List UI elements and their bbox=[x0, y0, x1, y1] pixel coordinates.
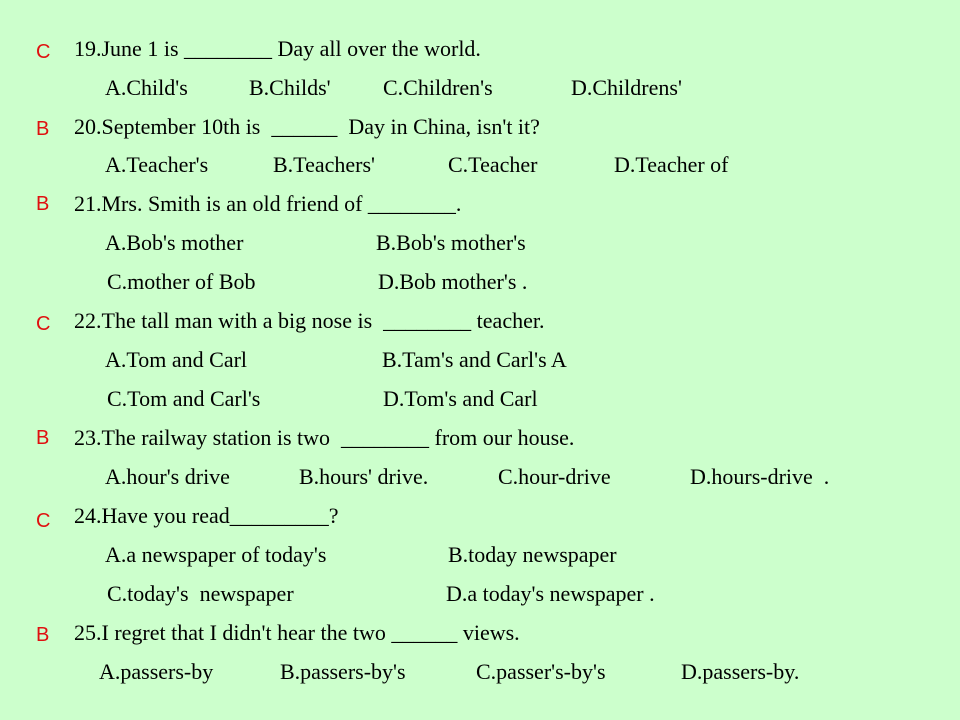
option-c: C.passer's-by's bbox=[476, 659, 606, 684]
option-d: D.hours-drive . bbox=[690, 464, 830, 489]
option-a: A.a newspaper of today's bbox=[105, 542, 327, 567]
option-b: B.Childs' bbox=[249, 75, 331, 100]
option-a: A.Teacher's bbox=[105, 152, 209, 177]
option-d: D.Teacher of bbox=[614, 152, 729, 177]
answer-mark: C bbox=[36, 510, 51, 532]
answer-mark: B bbox=[36, 118, 50, 140]
option-c: C.Tom and Carl's bbox=[107, 386, 261, 411]
option-c: C.today's newspaper bbox=[107, 581, 294, 606]
answer-mark: C bbox=[36, 313, 51, 335]
answer-mark: C bbox=[36, 41, 51, 63]
option-d: D.Bob mother's . bbox=[378, 269, 528, 294]
option-a: A.Child's bbox=[105, 75, 188, 100]
option-d: D.a today's newspaper . bbox=[446, 581, 655, 606]
option-b: B.Tam's and Carl's A bbox=[382, 347, 567, 372]
option-c: C.hour-drive bbox=[498, 464, 611, 489]
option-c: C.Children's bbox=[383, 75, 493, 100]
question-stem: 19.June 1 is ________ Day all over the world. bbox=[74, 36, 481, 61]
option-b: B.hours' drive. bbox=[299, 464, 429, 489]
option-a: A.passers-by bbox=[99, 659, 214, 684]
question-stem: 20.September 10th is ______ Day in China, isn't it? bbox=[74, 114, 540, 139]
answer-mark: B bbox=[36, 193, 50, 215]
question-stem: 25.I regret that I didn't hear the two ______ views. bbox=[74, 620, 520, 645]
option-b: B.Bob's mother's bbox=[376, 230, 526, 255]
option-b: B.today newspaper bbox=[448, 542, 617, 567]
option-d: D.Tom's and Carl bbox=[383, 386, 538, 411]
option-d: D.passers-by. bbox=[681, 659, 800, 684]
answer-mark: B bbox=[36, 427, 50, 449]
question-stem: 21.Mrs. Smith is an old friend of ________. bbox=[74, 191, 462, 216]
option-b: B.Teachers' bbox=[273, 152, 375, 177]
answer-mark: B bbox=[36, 624, 50, 646]
option-b: B.passers-by's bbox=[280, 659, 406, 684]
option-a: A.hour's drive bbox=[105, 464, 230, 489]
option-a: A.Bob's mother bbox=[105, 230, 244, 255]
option-c: C.mother of Bob bbox=[107, 269, 256, 294]
option-a: A.Tom and Carl bbox=[105, 347, 248, 372]
question-stem: 24.Have you read_________? bbox=[74, 503, 339, 528]
question-stem: 23.The railway station is two ________ from our house. bbox=[74, 425, 575, 450]
option-c: C.Teacher bbox=[448, 152, 538, 177]
option-d: D.Childrens' bbox=[571, 75, 682, 100]
question-stem: 22.The tall man with a big nose is ________ teacher. bbox=[74, 308, 545, 333]
